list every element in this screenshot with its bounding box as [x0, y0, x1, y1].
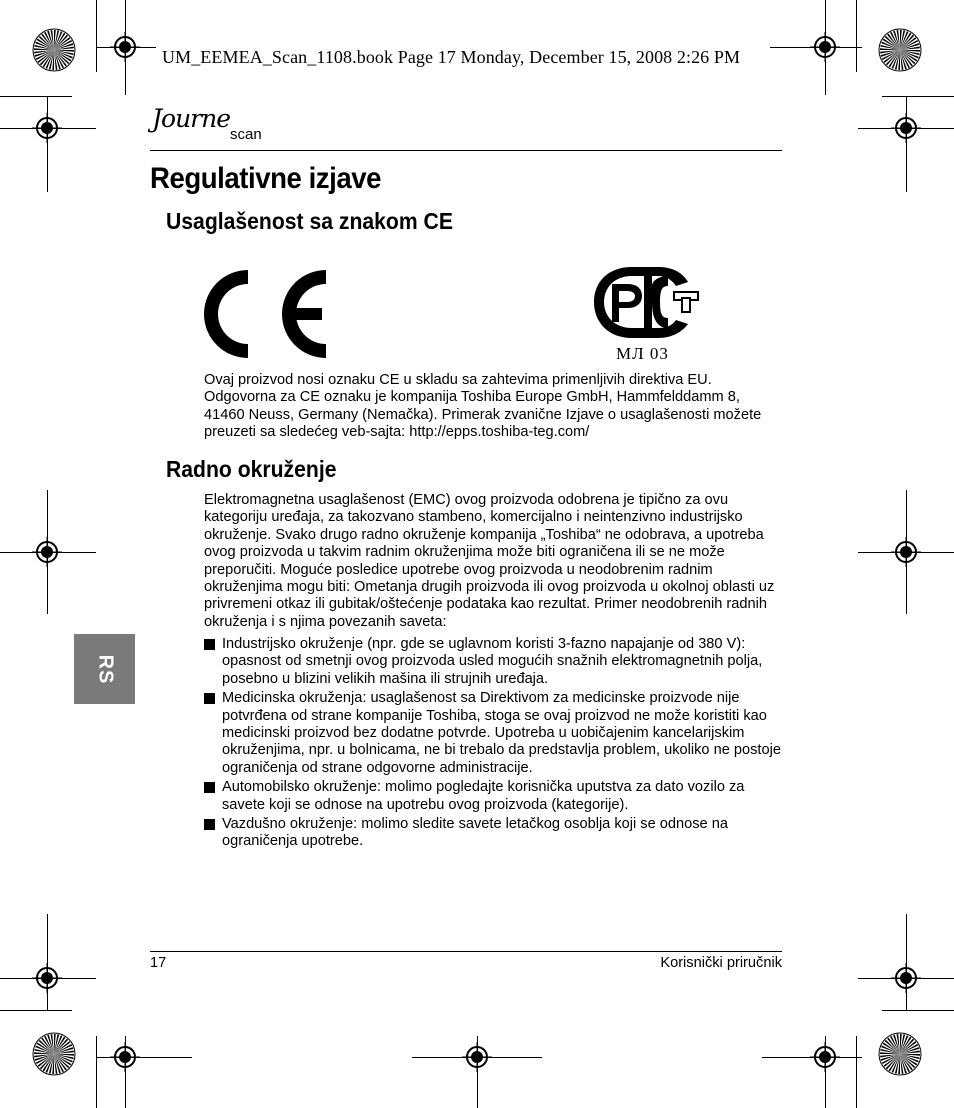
emc-paragraph: Elektromagnetna usaglašenost (EMC) ovog proizvoda odobrena je tipično za ovu kategoriju uređaja, za takozvano stambeno, komercijalno i neintenzivno industrijsko okruženje. Svako drugo radno okruženje kompanija „Toshiba“ ne odobrava, a upotreba ovog proizvoda u takvim radnim okruženjima može biti ograničena ili se ne može preporučiti. Moguće posledice upotrebe ovog proizvoda u neodobrenim radnim okruženjima mogu biti: Ometanja drugih proizvoda ili ovog proizvoda u okolnoj oblasti uz privremeni otkaz ili gubitak/oštećenje podataka kao rezultat. Primer neodobrenih radnih okruženja i s njima povezanih saveta: [204, 492, 775, 630]
printer-slug-line: UM_EEMEA_Scan_1108.book Page 17 Monday, December 15, 2008 2:26 PM [162, 47, 741, 67]
starburst-target-icon [878, 28, 922, 72]
journe-scan-logo [148, 104, 278, 150]
pct-mark-code: МЛ 03 [616, 344, 669, 363]
section-heading-environment: Radno okruženje [166, 456, 337, 482]
list-item [204, 690, 786, 777]
page-number: 17 [150, 955, 167, 971]
registration-target-icon [462, 1042, 492, 1072]
registration-target-icon [810, 1042, 840, 1072]
list-item-text: Medicinska okruženja: usaglašenost sa Direktivom za medicinske proizvode nije potvrđena od strane kompanije Toshiba, stoga se ovaj proizvod ne može koristiti kao medicinski proizvod bez dodatne potvrde. Upotreba u uobičajenim kancelarijskim okruženjima, npr. u bolnicama, ne bi trebalo da predstavlja problem, ukoliko ne postoje ograničenja od strane odgovorne administracije. [222, 690, 781, 776]
registration-target-icon [891, 537, 921, 567]
language-tab-label: RS [93, 654, 116, 684]
ce-mark-icon [202, 268, 332, 360]
registration-target-icon [810, 32, 840, 62]
list-item-text: Industrijsko okruženje (npr. gde se uglavnom koristi 3-fazno napajanje od 380 V): opasnost od smetnji ovog proizvoda usled mogućih snažnih elektromagnetnih polja, posebno u blizini velikih mašina ili strujnih uređaja. [222, 636, 763, 687]
registration-target-icon [110, 32, 140, 62]
pct-certification-mark-icon [592, 264, 702, 344]
section-heading-ce: Usaglašenost sa znakom CE [166, 208, 453, 234]
starburst-target-icon [32, 1032, 76, 1076]
list-item-text: Automobilsko okruženje: molimo pogledajte korisnička uputstva za dato vozilo za savete koji se odnose na upotrebu ovog proizvoda (kategorije). [222, 779, 745, 813]
registration-target-icon [32, 113, 62, 143]
language-tab [74, 634, 135, 704]
registration-target-icon [891, 113, 921, 143]
registration-target-icon [32, 537, 62, 567]
registration-target-icon [110, 1042, 140, 1072]
list-item [204, 779, 786, 814]
footer-rule [150, 951, 782, 952]
logo-scan-text: scan [230, 126, 262, 143]
environment-bullet-list [204, 636, 786, 853]
footer-title: Korisnički priručnik [660, 955, 782, 971]
square-bullet-icon [204, 782, 215, 793]
registration-target-icon [32, 963, 62, 993]
list-item [204, 816, 786, 851]
square-bullet-icon [204, 819, 215, 830]
logo-script-text: Journe [152, 104, 231, 133]
list-item-text: Vazdušno okruženje: molimo sledite savete letačkog osoblja koji se odnose na ograničenja upotrebe. [222, 816, 728, 850]
starburst-target-icon [878, 1032, 922, 1076]
ce-paragraph: Ovaj proizvod nosi oznaku CE u skladu sa zahtevima primenljivih direktiva EU. Odgovorna za CE oznaku je kompanija Toshiba Europe GmbH, Hammfelddamm 8, 41460 Neuss, Germany (Nemačka). Primerak zvanične Izjave o usaglašenosti možete preuzeti sa sledećeg veb-sajta: http://epps.toshiba-teg.com/ [204, 372, 762, 441]
header-rule [150, 150, 782, 151]
list-item [204, 636, 786, 688]
square-bullet-icon [204, 693, 215, 704]
registration-target-icon [891, 963, 921, 993]
square-bullet-icon [204, 639, 215, 650]
starburst-target-icon [32, 28, 76, 72]
page-title: Regulativne izjave [150, 162, 382, 195]
